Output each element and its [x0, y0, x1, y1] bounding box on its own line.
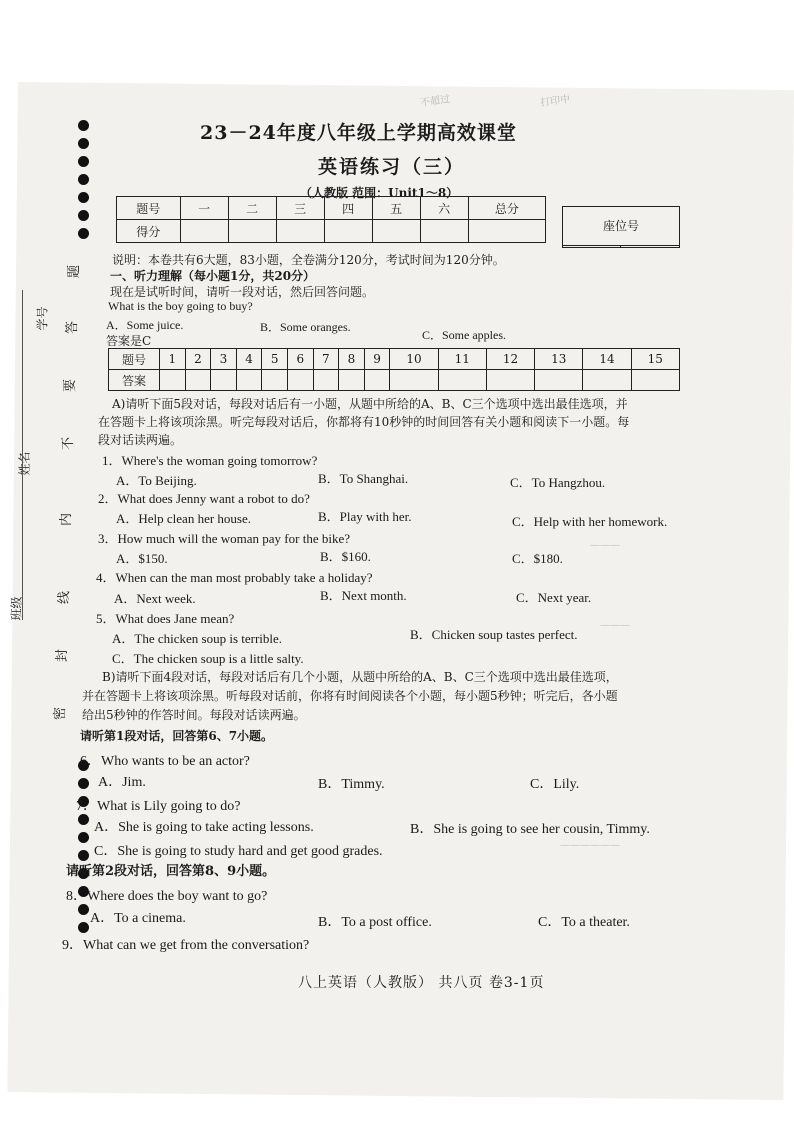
part-b-instruction: 并在答题卡上将该项涂黑。听每段对话前，你将有时间阅读各个小题，每小题5秒钟；听完后，各小题 — [82, 689, 618, 703]
answer-number: 9 — [364, 349, 390, 370]
seal-char: 题 — [67, 264, 83, 279]
question-5: 5．What does Jane mean? — [96, 611, 235, 626]
seal-char: 不 — [61, 436, 77, 451]
score-header-cell: 一 — [180, 197, 228, 220]
q8-option-c[interactable]: C．To a theater. — [538, 915, 630, 930]
question-6: 6．Who wants to be an actor? — [80, 754, 250, 769]
seal-char: 要 — [63, 378, 79, 393]
bleed-through-text: 不超过 — [419, 93, 451, 110]
score-cell[interactable] — [324, 220, 372, 243]
answer-cell[interactable] — [535, 370, 583, 391]
page-footer: 八上英语（人教版） 共八页 卷3-1页 — [298, 975, 545, 991]
question-2: 2．What does Jenny want a robot to do? — [98, 491, 310, 506]
answer-table — [108, 348, 680, 391]
q5-option-b[interactable]: B．Chicken soup tastes perfect. — [410, 627, 578, 642]
section-title: 一、听力理解（每小题1分，共20分） — [110, 269, 316, 283]
bleed-through-mark: ——— — [590, 540, 620, 551]
q2-option-c[interactable]: C．Help with her homework. — [512, 514, 668, 529]
seal-char: 答 — [65, 320, 81, 335]
answer-number: 14 — [583, 349, 631, 370]
answer-number: 6 — [287, 349, 313, 370]
answer-number: 5 — [262, 349, 288, 370]
example-answer: 答案是C — [106, 334, 152, 348]
q4-option-b[interactable]: B．Next month. — [320, 588, 407, 603]
score-header-cell: 四 — [324, 197, 372, 220]
q2-option-a[interactable]: A．Help clean her house. — [116, 511, 252, 526]
answer-number: 2 — [185, 349, 211, 370]
answer-number: 4 — [236, 349, 262, 370]
answer-number: 3 — [211, 349, 237, 370]
bleed-through-text: 打印中 — [539, 93, 571, 110]
answer-cell[interactable] — [287, 370, 313, 391]
part-a-instruction: 段对话读两遍。 — [98, 433, 183, 447]
score-row-label: 得分 — [117, 220, 181, 243]
question-8: 8．Where does the boy want to go? — [66, 889, 268, 904]
answer-header-label: 题号 — [109, 349, 160, 370]
bleed-through-mark: —————— — [560, 840, 620, 851]
answer-number: 1 — [160, 349, 186, 370]
seal-char: 密 — [53, 706, 69, 721]
question-3: 3．How much will the woman pay for the bike? — [98, 531, 350, 546]
question-7: 7．What is Lily going to do? — [76, 799, 241, 814]
answer-number: 10 — [390, 349, 438, 370]
q8-option-a[interactable]: A．To a cinema. — [90, 911, 186, 926]
answer-cell[interactable] — [631, 370, 679, 391]
score-cell[interactable] — [276, 220, 324, 243]
seat-number-table — [562, 206, 680, 248]
answer-number: 11 — [438, 349, 486, 370]
score-header-cell: 题号 — [117, 197, 181, 220]
part-a-instruction: A)请听下面5段对话，每段对话后有一小题，从题中所给的A、B、C三个选项中选出最佳选项，并 — [112, 397, 628, 411]
example-option-b: B．Some oranges. — [260, 320, 351, 334]
score-cell[interactable] — [372, 220, 420, 243]
part-b-instruction: B)请听下面4段对话，每段对话后有几个小题，从题中所给的A、B、C三个选项中选出最佳选项， — [102, 670, 618, 684]
seal-char: 线 — [57, 590, 73, 605]
q1-option-a[interactable]: A．To Beijing. — [116, 473, 197, 488]
q7-option-c[interactable]: C．She is going to study hard and get good grades. — [94, 844, 383, 859]
answer-cell[interactable] — [583, 370, 631, 391]
answer-cell[interactable] — [486, 370, 534, 391]
score-cell[interactable] — [468, 220, 545, 243]
q8-option-b[interactable]: B．To a post office. — [318, 915, 432, 930]
question-9: 9．What can we get from the conversation? — [62, 938, 310, 953]
answer-number: 15 — [631, 349, 679, 370]
q3-option-b[interactable]: B．$160. — [320, 549, 371, 564]
example-option-c: C．Some apples. — [422, 328, 506, 342]
answer-cell[interactable] — [185, 370, 211, 391]
exam-scope: （人教版 范围：Unit1～8） — [300, 186, 459, 200]
score-header-cell: 五 — [372, 197, 420, 220]
student-number-label: 学号 — [35, 306, 50, 331]
answer-cell[interactable] — [160, 370, 186, 391]
seal-char: 封 — [55, 648, 71, 663]
example-question: What is the boy going to buy? — [108, 299, 253, 313]
q2-option-b[interactable]: B．Play with her. — [318, 509, 412, 524]
answer-cell[interactable] — [262, 370, 288, 391]
q6-option-a[interactable]: A．Jim. — [98, 775, 146, 790]
exam-subject-title: 英语练习（三） — [318, 156, 466, 178]
q4-option-c[interactable]: C．Next year. — [516, 590, 592, 605]
answer-cell[interactable] — [438, 370, 486, 391]
answer-number: 8 — [339, 349, 365, 370]
answer-number: 7 — [313, 349, 339, 370]
score-header-cell: 总分 — [468, 197, 545, 220]
q7-option-a[interactable]: A．She is going to take acting lessons. — [94, 820, 314, 835]
example-option-a: A．Some juice. — [106, 318, 184, 332]
answer-cell[interactable] — [339, 370, 365, 391]
score-table — [116, 196, 546, 243]
q1-option-b[interactable]: B．To Shanghai. — [318, 471, 409, 486]
q3-option-c[interactable]: C．$180. — [512, 551, 563, 566]
dialogue-2-heading: 请听第2段对话，回答第8、9小题。 — [66, 864, 276, 879]
dialogue-1-heading: 请听第1段对话，回答第6、7小题。 — [80, 729, 274, 743]
seat-cell[interactable] — [563, 245, 621, 247]
answer-cell[interactable] — [313, 370, 339, 391]
answer-cell[interactable] — [211, 370, 237, 391]
answer-cell[interactable] — [236, 370, 262, 391]
score-header-cell: 三 — [276, 197, 324, 220]
score-header-cell: 二 — [228, 197, 276, 220]
q5-option-a[interactable]: A．The chicken soup is terrible. — [112, 631, 283, 646]
example-intro: 现在是试听时间，请听一段对话，然后回答问题。 — [110, 285, 375, 299]
score-cell[interactable] — [228, 220, 276, 243]
name-label: 姓名 — [17, 451, 32, 476]
score-cell[interactable] — [180, 220, 228, 243]
bleed-through-mark: ——— — [600, 620, 630, 631]
binding-line — [22, 290, 24, 620]
exam-title: 23－24年度八年级上学期高效课堂 — [200, 122, 517, 144]
q6-option-b[interactable]: B．Timmy. — [318, 777, 385, 792]
score-header-cell: 六 — [420, 197, 468, 220]
part-a-instruction: 在答题卡上将该项涂黑。听完每段对话后，你都将有10秒钟的时间回答有关小题和阅读下一小题。每 — [98, 415, 630, 429]
exam-instructions: 说明：本卷共有6大题，83小题，全卷满分120分，考试时间为120分钟。 — [112, 253, 505, 267]
class-label: 班级 — [9, 596, 24, 621]
seat-cell[interactable] — [621, 245, 680, 247]
q5-option-c[interactable]: C．The chicken soup is a little salty. — [112, 651, 304, 666]
score-cell[interactable] — [420, 220, 468, 243]
question-1: 1．Where's the woman going tomorrow? — [102, 453, 318, 468]
answer-cell[interactable] — [390, 370, 438, 391]
part-b-instruction: 给出5秒钟的作答时间。每段对话读两遍。 — [82, 708, 306, 722]
q7-option-b[interactable]: B．She is going to see her cousin, Timmy. — [410, 822, 650, 837]
q1-option-c[interactable]: C．To Hangzhou. — [510, 475, 606, 490]
answer-number: 13 — [535, 349, 583, 370]
q4-option-a[interactable]: A．Next week. — [114, 591, 196, 606]
question-4: 4．When can the man most probably take a holiday? — [96, 570, 373, 585]
binding-holes — [78, 120, 92, 940]
answer-cell[interactable] — [364, 370, 390, 391]
seal-char: 内 — [59, 512, 75, 527]
q3-option-a[interactable]: A．$150. — [116, 551, 168, 566]
seat-number-label: 座位号 — [563, 207, 680, 246]
q6-option-c[interactable]: C．Lily. — [530, 777, 580, 792]
answer-number: 12 — [486, 349, 534, 370]
answer-row-label: 答案 — [109, 370, 160, 391]
